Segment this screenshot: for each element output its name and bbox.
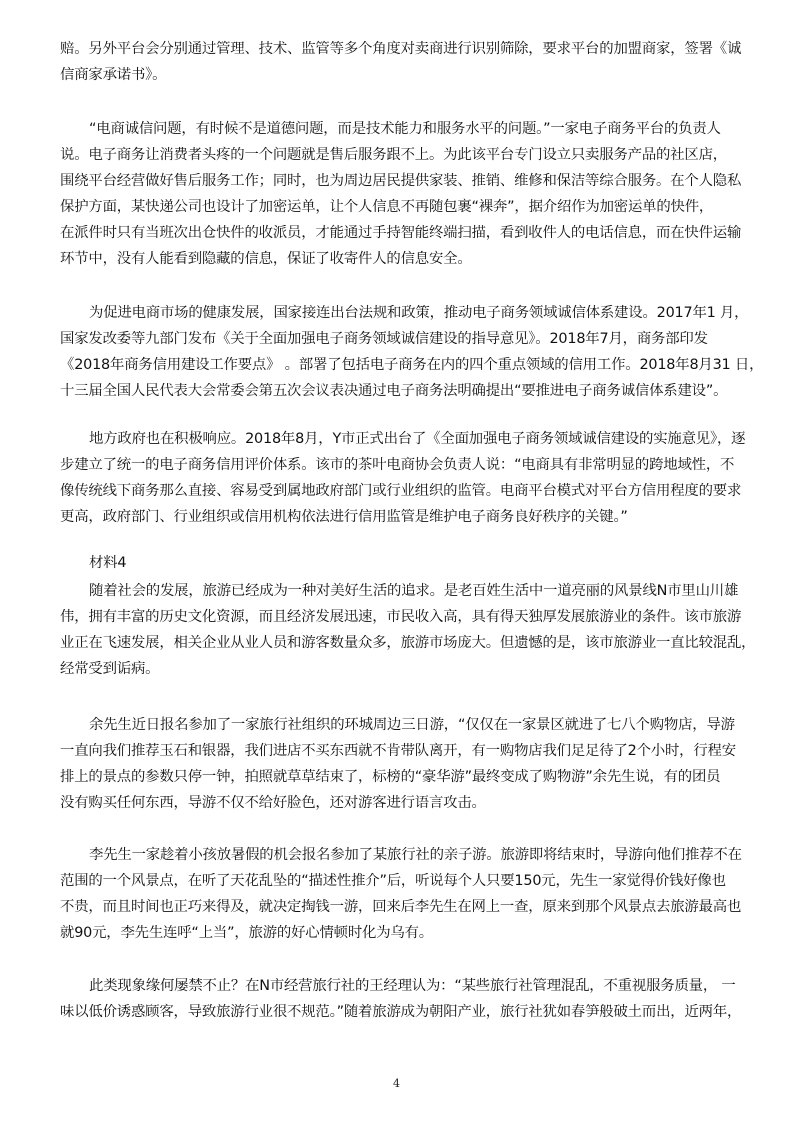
text-line: 味以低价诱惑顾客，导致旅游行业很不规范。”随着旅游成为朝阳产业，旅行社犹如春笋般破土而出，近两年， [60,1004,742,1020]
text-line: 伟，拥有丰富的历史文化资源，而且经济发展迅速，市民收入高，具有得天独厚发展旅游业的条件。该市旅游 [60,609,742,625]
text-line: 没有购买任何东西，导游不仅不给好脸色，还对游客进行语言攻击。 [60,795,486,811]
page-number: 4 [393,1077,400,1090]
text-line: 说。电子商务让消费者头疼的一个问题就是售后服务跟不上。为此该平台专门设立只卖服务产品的社区店， [60,147,727,163]
text-line: 国家发改委等九部门发布《关于全面加强电子商务领域诚信建设的指导意见》。2018年7月，商务部印发 [60,331,708,347]
text-line: 范围的一个风景点，在听了天花乱坠的“描述性推介”后，听说每个人只要150元，先生一家觉得价钱好像也 [60,873,726,889]
text-line: 步建立了统一的电子商务信用评价体系。该市的茶叶电商协会负责人说：“电商具有非常明显的跨地域性，不 [60,457,735,473]
text-line: 业正在飞速发展，相关企业从业人员和游客数量众多，旅游市场庞大。但遗憾的是，该市旅游业一直比较混乱， [60,635,756,651]
text-line: 此类现象缘何屡禁不止？在N市经营旅行社的王经理认为：“某些旅行社管理混乱，不重视服务质量， 一 [89,978,736,994]
text-line: 排上的景点的参数只停一钟，拍照就草草结束了，标榜的“豪华游”最终变成了购物游”余先生说，有的团员 [60,769,721,785]
section-heading: 材料4 [89,555,127,571]
text-line: 就90元，李先生连呼“上当”，旅游的好心情顿时化为乌有。 [60,925,433,941]
text-line: 《2018年商务信用建设工作要点》 。部署了包括电子商务在内的四个重点领域的信用工作。2018年8月31 日， [60,357,764,373]
text-line: 信商家承诺书》。 [60,67,167,83]
text-line: 不贵，而且时间也正巧来得及，就决定掏钱一游，回来后李先生在网上一查，原来到那个风景点去旅游最高也 [60,899,742,915]
text-line: 随着社会的发展，旅游已经成为一种对美好生活的追求。是老百姓生活中一道亮丽的风景线N市里山川雄 [89,583,739,599]
text-line: 像传统线下商务那么直接、容易受到属地政府部门或行业组织的监管。电商平台模式对平台方信用程度的要求 [60,483,742,499]
text-line: 十三届全国人民代表大会常委会第五次会议表决通过电子商务法明确提出“要推进电子商务诚信体系建设”。 [60,383,728,399]
text-line: “电商诚信问题，有时候不是道德问题，而是技术能力和服务水平的问题。”一家电子商务平台的负责人 [89,121,721,137]
text-line: 更高，政府部门、行业组织或信用机构依法进行信用监管是维护电子商务良好秩序的关键。” [60,509,628,525]
text-line: 余先生近日报名参加了一家旅行社组织的环城周边三日游，“仅仅在一家景区就进了七八个购物店，导游 [89,717,735,733]
text-line: 保护方面，某快递公司也设计了加密运单，让个人信息不再随包裹“裸奔”，据介绍作为加密运单的快件， [60,199,714,215]
text-line: 围绕平台经营做好售后服务工作；同时，也为周边居民提供家装、推销、维修和保洁等综合服务。在个人隐私 [60,173,742,189]
text-line: 地方政府也在积极响应。2018年8月，Y市正式出台了《全面加强电子商务领域诚信建设的实施意见》，逐 [89,431,746,447]
text-line: 为促进电商市场的健康发展，国家接连出台法规和政策，推动电子商务领域诚信体系建设。2017年1 月， [89,305,749,321]
text-line: 李先生一家趁着小孩放暑假的机会报名参加了某旅行社的亲子游。旅游即将结束时，导游向他们推荐不在 [89,847,742,863]
text-line: 一直向我们推荐玉石和银器，我们进店不买东西就不肯带队离开，有一购物店我们足足待了2个小时，行程安 [60,743,736,759]
text-line: 赔。另外平台会分别通过管理、技术、监管等多个角度对卖商进行识别筛除，要求平台的加盟商家，签署《诚 [60,41,742,57]
text-line: 经常受到诟病。 [60,661,160,677]
text-line: 环节中，没有人能看到隐藏的信息，保证了收寄件人的信息安全。 [60,251,472,267]
text-line: 在派件时只有当班次出仓快件的收派员，才能通过手持智能终端扫描，看到收件人的电话信息，而在快件运输 [60,225,742,241]
